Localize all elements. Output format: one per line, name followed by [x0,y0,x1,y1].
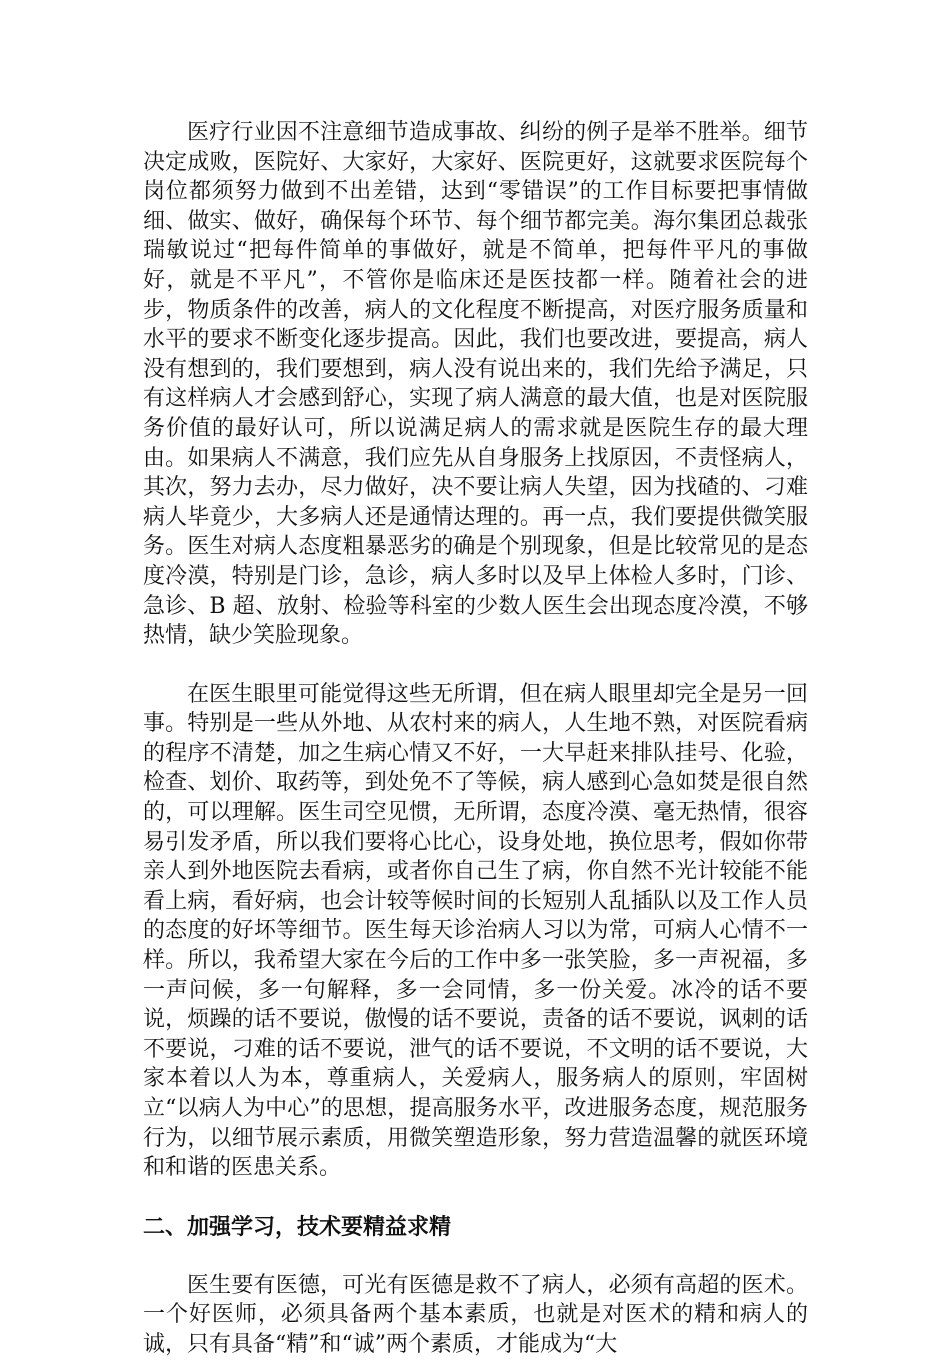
section-heading: 二、加强学习，技术要精益求精 [143,1214,452,1240]
paragraph-patient-perspective: 在医生眼里可能觉得这些无所谓，但在病人眼里却完全是另一回事。特别是一些从外地、从农村来的病人，人生地不熟，对医院看病的程序不清楚，加之生病心情又不好，一大早赶来排队挂号、化验，检查、划价、取药等，到处免不了等候，病人感到心急如焚是很自然的，可以理解。医生司空见惯，无所谓，态度冷漠、毫无热情，很容易引发矛盾，所以我们要将心比心，设身处地，换位思考，假如你带亲人到外地医院去看病，或者你自己生了病，你自然不光计较能不能看上病，看好病，也会计较等候时间的长短别人乱插队以及工作人员的态度的好坏等细节。医生每天诊治病人习以为常，可病人心情不一样。所以，我希望大家在今后的工作中多一张笑脸，多一声祝福，多一声问候，多一句解释，多一会同情，多一份关爱。冰冷的话不要说，烦躁的话不要说，傲慢的话不要说，责备的话不要说，讽刺的话不要说，刁难的话不要说，泄气的话不要说，不文明的话不要说，大家本着以人为本，尊重病人，关爱病人，服务病人的原则，牢固树立“以病人为中心”的思想，提高服务水平，改进服务态度，规范服务行为，以细节展示素质，用微笑塑造形象，努力营造温馨的就医环境和和谐的医患关系。 [143,681,808,1181]
paragraph-medical-skill: 医生要有医德，可光有医德是救不了病人，必须有高超的医术。一个好医师，必须具备两个基本素质，也就是对医术的精和病人的诚，只有具备“精”和“诚”两个素质，才能成为“大 [143,1272,808,1357]
paragraph-detail-importance: 医疗行业因不注意细节造成事故、纠纷的例子是举不胜举。细节决定成败，医院好、大家好，大家好、医院更好，这就要求医院每个岗位都须努力做到不出差错，达到“零错误”的工作目标要把事情做细、做实、做好，确保每个环节、每个细节都完美。海尔集团总裁张瑞敏说过“把每件简单的事做好，就是不简单，把每件平凡的事做好，就是不平凡”，不管你是临床还是医技都一样。随着社会的进步，物质条件的改善，病人的文化程度不断提高，对医疗服务质量和水平的要求不断变化逐步提高。因此，我们也要改进，要提高，病人没有想到的，我们要想到，病人没有说出来的，我们先给予满足，只有这样病人才会感到舒心，实现了病人满意的最大值，也是对医院服务价值的最好认可，所以说满足病人的需求就是医院生存的最大理由。如果病人不满意，我们应先从自身服务上找原因，不责怪病人，其次，努力去办，尽力做好，决不要让病人失望，因为找碴的、刁难病人毕竟少，大多病人还是通情达理的。再一点，我们要提供微笑服务。医生对病人态度粗暴恶劣的确是个别现象，但是比较常见的是态度冷漠，特别是门诊，急诊，病人多时以及早上体检人多时，门诊、急诊、B 超、放射、检验等科室的少数人医生会出现态度冷漠，不够热情，缺少笑脸现象。 [143,120,808,649]
document-body [143,118,808,1360]
